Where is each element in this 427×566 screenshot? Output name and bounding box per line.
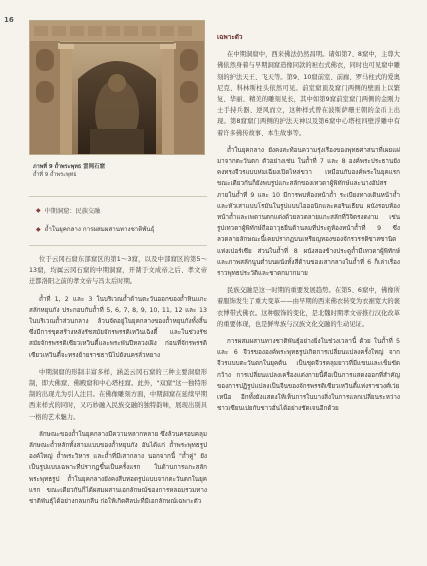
topic-thai	[36, 224, 154, 234]
caption-subtitle: ถ้ำที่ 9 ถ้ำพระพุทธ	[33, 172, 77, 179]
paragraph: 位于云冈石窟东部窟区的第1～3窟，以及中部窟区的第5～13窟，均属云冈石窟的中期洞窟，开凿于文成帝之后、孝文帝迁都洛阳之前的孝文帝与冯太后时期。	[29, 256, 207, 286]
topic-box	[29, 196, 207, 246]
left-text-column	[29, 254, 207, 513]
topic-chinese	[36, 206, 100, 215]
paragraph: 中期洞窟的形制丰富多样，涵盖云冈石窟的三种主要洞窟形制，即大佛窟、佛殿窟和中心塔柱窟。此外，"双窟"这一独特形制的出现尤为引人注目。在佛像雕刻方面，中期洞窟在延续早期西来样式的同时，又巧妙融入民族交融的独特韵味，展现出别具一格的艺术魅力。	[29, 368, 207, 421]
right-text-column	[217, 32, 400, 421]
paragraph: การผสมผสานทางชาติพันธุ์อย่างยิ่งในช่วงเวลานี้ ด้วย ในถ้ำที่ 5 และ 6 จีวรขององค์พระพุทธรูปเกิดการเปลี่ยนแปลงครั้งใหญ่ จากจีวรแบบตะวันตกในยุคต้น เป็นชุดจีวรคลุมยาวที่มีแขนและเข็มขัดกว้าง การเปลี่ยนแปลงเครื่องแต่งกายนี้คือเป็นการแสดงออกที่สำคัญของการปฏิรูปแปลงเป็นจีนของจักรพรรดิเซียวเหวินตี้แห่งราชวงศ์เว่ยเหนือ อีกทั้งยังแสดงให้เห็นการในบางสิ่งในการแลกเปลี่ยนระหว่างชาวเซียนเปยกับชาวฮั่นได้อย่างชัดเจนอีกด้วย	[217, 338, 400, 413]
paragraph: ถ้ำในยุคกลาง ยังคงสะท้อนความรุ่งเรืองของพุทธศาสนาที่เผยแผ่มาจากตะวันตก ตัวอย่างเช่น ในถ้ำที่ 7 และ 8 องค์พระประธานยังคงทรงจีวรแบบห่มเฉียงเปิดไหล่ขวา เหมือนกับองค์พระในยุคแรก ขณะเดียวกันก็ยังพบรูปแกะสลักของเทวดาผู้พิทักษ์และนางอัปสร ภายในถ้ำที่ 9 และ 10 มีการพบห้องหน้าถ้ำ ระเบียงทางเดินหน้าถ้ำ และหัวเสาแบบโรมันในรูปแบบไอออนิกและคอรินเธียน ผนังรอบห้องหน้าถ้ำและเพดานตกแต่งด้วยลวดลายแกะสลักที่วิจิตรงดงาม เช่น รูปเทวดาผู้พิทักษ์ถืออาวุธยืนต้านลมที่ประตูห้องหน้าถ้ำที่ 9 ซึ่งลวดลายลักษณะนี้เคยปรากฏบนเหรียญทองของจักรวรรดิซาสซานิดแห่งเปอร์เซีย ส่วนในถ้ำที่ 8 ผนังสองข้างประตูถ้ำมีเทวดาผู้พิทักษ์ และภาพสลักนูนต่ำบนผนังทั้งสี่ด้านของเสากลางในถ้ำที่ 6 ก็เล่าเรื่องราวพุทธประวัติและชาดกมากมาย	[217, 146, 400, 278]
page-number: 16	[4, 16, 14, 24]
paragraph: 在中期洞窟中，西来佛法仍然昌明。诸如第7、8窟中，主尊大佛依然身着与早期洞窟造像同款的袒右式佛衣，同时也可见窟中雕刻的护法天王、飞天等。第9、10窟前室、前廊、罗马柱式的爱奥尼克、科林斯柱头依然可见。前室窟顶及窟门两侧的壁面上以繁复、华丽、精美的雕刻见长，其中如第9窟前室窟门两侧的金刚力士手持兵器、逆风而立，这种样式曾在波斯萨珊王朝的金币上出现。第8窟窟门两侧的护法天神以及第6窟中心塔柱四壁浮雕中有着许多佛传故事、本生故事等。	[217, 51, 400, 137]
diamond-bullet-icon: ◆	[36, 207, 41, 214]
photo-caption	[33, 163, 105, 180]
topic-thai-text: ถ้ำในยุคกลาง การผสมผสานทางชาติพันธุ์	[44, 226, 155, 233]
topic-chinese-text: 中期洞窟：民族交融	[44, 208, 101, 215]
continued-heading: เฉพาะตัว	[217, 33, 243, 41]
cave-temple-photo	[29, 20, 205, 155]
caption-title: ภาพที่ 9 ถ้ำพระพุทธ 雲岡石窟	[33, 164, 106, 170]
diamond-bullet-icon: ◆	[36, 225, 41, 233]
paragraph: ลักษณะของถ้ำในยุคกลางมีความหลากหลาย ซึ่งล้วนครอบคลุมลักษณะถ้ำหลักทั้งสามแบบของถ้ำหยุนกัง อันได้แก่ ถ้ำพระพุทธรูปองค์ใหญ่ ถ้ำพระวิหาร และถ้ำที่มีเสากลาง นอกจากนี้ "ถ้ำคู่" ยังเป็นรูปแบบเฉพาะที่ปรากฏขึ้นเป็นครั้งแรก ในด้านการแกะสลักพระพุทธรูป ถ้ำในยุคกลางยังคงสืบทอดรูปแบบจากตะวันตกในยุคแรก ขณะเดียวกันก็ได้ผสมผสานเอกลักษณ์ของการหลอมรวมทางชาติพันธุ์ได้อย่างกลมกลืน ก่อให้เกิดศิลปะที่มีเอกลักษณ์เฉพาะตัว	[29, 430, 207, 506]
paragraph: 民族交融是这一时期的重要发展趋势。在第5、6窟中，佛像所着服饰发生了重大变革——由早期的西来佛衣转变为衣裾宽大的褒衣博带式佛衣。这种服饰的变化，是北魏时期孝文帝推行汉化改革的重要体现，也是鲜卑族与汉族文化交融的生动见证。	[217, 287, 400, 328]
paragraph: ถ้ำที่ 1, 2 และ 3 ในบริเวณถ้ำด้านตะวันออกของถ้ำหินแกะสลักหยุนกัง ประกอบกับถ้ำที่ 5, 6, 7, 8, 9, 10, 11, 12 และ 13 ในบริเวณถ้ำส่วนกลาง ล้วนจัดอยู่ในยุคกลางของถ้ำหยุนกังทั้งสิ้น ซึ่งมีการขุดสร้างหลังรัชสมัยจักรพรรดิเหวินเฉิงตี้ และในช่วงรัชสมัยจักรพรรดิเซียวเหวินตี้และพระพันปีหลวงเฝิง ก่อนที่จักรพรรดิเซียวเหวินตี้จะทรงย้ายราชธานีไปยังนครลั่วหยาง	[29, 295, 207, 359]
